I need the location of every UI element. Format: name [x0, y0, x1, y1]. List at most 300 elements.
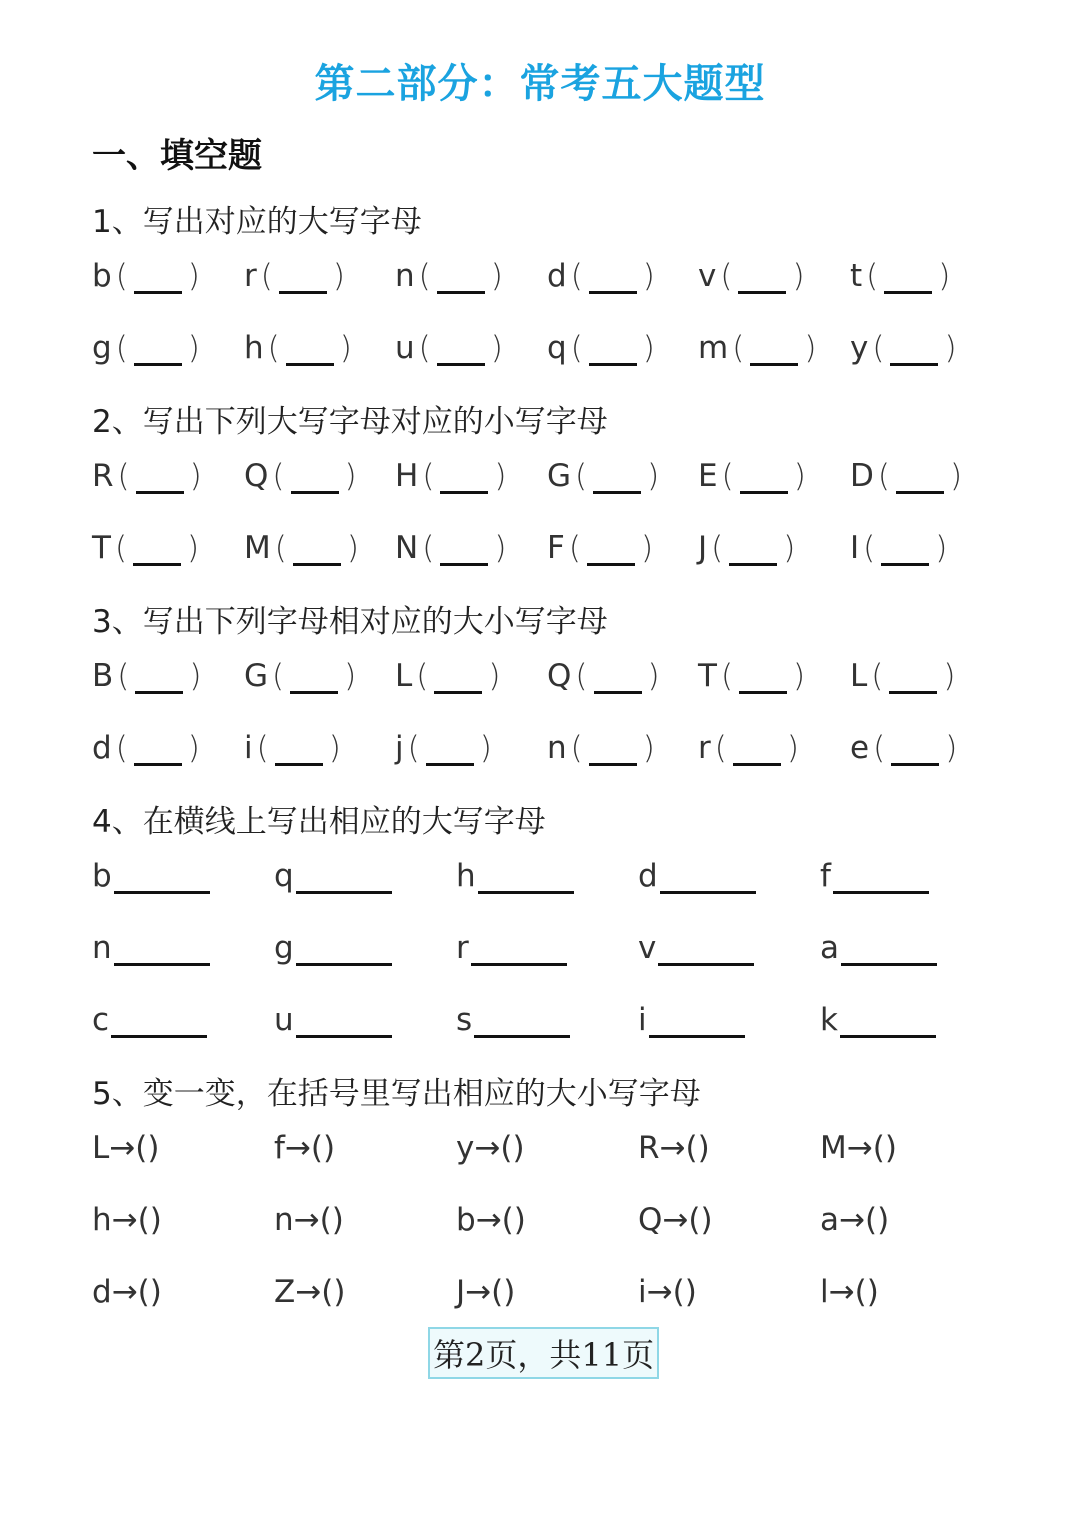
item-letter: D	[850, 458, 874, 494]
page-number-footer: 第2页，共11页	[428, 1327, 659, 1379]
exercise-item	[850, 450, 966, 494]
answer-blank[interactable]	[589, 335, 637, 366]
open-paren: (	[117, 658, 130, 694]
exercise-item	[547, 450, 663, 494]
exercise-item	[820, 1122, 897, 1166]
open-paren: (	[863, 530, 876, 566]
exercise-item	[850, 250, 954, 294]
item-letter: i	[244, 730, 253, 766]
open-paren: (	[321, 1274, 334, 1310]
close-paren: )	[783, 530, 796, 566]
answer-line[interactable]	[114, 935, 210, 966]
close-paren: )	[332, 258, 345, 294]
answer-blank[interactable]	[738, 263, 786, 294]
q4-row-2	[92, 922, 992, 966]
exercise-item	[395, 650, 505, 694]
open-paren: (	[720, 658, 734, 694]
exercise-item	[395, 250, 507, 294]
open-paren: (	[272, 458, 285, 494]
answer-blank[interactable]	[279, 263, 327, 294]
exercise-item	[547, 522, 657, 566]
open-paren: (	[319, 1202, 332, 1238]
open-paren: (	[871, 658, 884, 694]
close-paren: )	[189, 458, 202, 494]
close-paren: )	[323, 1130, 336, 1166]
exercise-item	[698, 450, 810, 494]
exercise-item	[638, 1122, 710, 1166]
answer-blank[interactable]	[426, 735, 474, 766]
exercise-item	[547, 650, 664, 694]
answer-blank[interactable]	[134, 735, 182, 766]
answer-blank[interactable]	[133, 535, 181, 566]
item-letter: M	[820, 1130, 847, 1166]
open-paren: (	[416, 658, 429, 694]
exercise-item	[92, 1266, 162, 1310]
open-paren: (	[854, 1274, 867, 1310]
exercise-item	[456, 1122, 525, 1166]
open-paren: (	[422, 530, 435, 566]
exercise-item	[638, 1194, 713, 1238]
close-paren: )	[328, 730, 341, 766]
answer-blank[interactable]	[290, 663, 338, 694]
exercise-item	[850, 722, 961, 766]
close-paren: )	[700, 1202, 713, 1238]
item-letter: v	[698, 258, 717, 294]
open-paren: (	[137, 1202, 150, 1238]
answer-line[interactable]	[296, 935, 392, 966]
close-paren: )	[149, 1202, 162, 1238]
close-paren: )	[344, 458, 357, 494]
answer-blank[interactable]	[884, 263, 932, 294]
page-title: 第二部分：常考五大题型	[314, 61, 766, 107]
arrow: →	[293, 1202, 320, 1238]
exercise-item	[92, 722, 204, 766]
close-paren: )	[187, 530, 200, 566]
arrow: →	[646, 1274, 673, 1310]
item-letter: a	[820, 1202, 839, 1238]
answer-line[interactable]	[474, 1007, 570, 1038]
exercise-item	[395, 522, 510, 566]
open-paren: (	[272, 658, 285, 694]
close-paren: )	[793, 458, 806, 494]
open-paren: (	[115, 330, 128, 366]
item-letter: L	[92, 1130, 110, 1166]
q4-row-3	[92, 994, 992, 1038]
item-letter: u	[274, 1002, 294, 1038]
open-paren: (	[274, 530, 287, 566]
answer-blank[interactable]	[740, 463, 788, 494]
answer-blank[interactable]	[739, 663, 787, 694]
item-letter: T	[92, 530, 111, 566]
close-paren: )	[147, 1130, 160, 1166]
exercise-item	[547, 722, 659, 766]
exercise-item	[456, 994, 572, 1038]
close-paren: )	[792, 258, 805, 294]
close-paren: )	[333, 1274, 346, 1310]
item-letter: t	[850, 258, 863, 294]
answer-blank[interactable]	[293, 535, 341, 566]
q1-row-1	[92, 250, 992, 294]
answer-line[interactable]	[840, 1007, 936, 1038]
answer-blank[interactable]	[594, 663, 642, 694]
close-paren: )	[793, 658, 806, 694]
open-paren: (	[685, 1130, 698, 1166]
open-paren: (	[114, 530, 128, 566]
arrow: →	[111, 1202, 138, 1238]
close-paren: )	[512, 1130, 525, 1166]
exercise-item	[850, 522, 951, 566]
answer-blank[interactable]	[134, 335, 182, 366]
item-letter: G	[547, 458, 572, 494]
open-paren: (	[500, 1130, 513, 1166]
close-paren: )	[949, 458, 963, 494]
question-4-prompt: 4、在横线上写出相应的大写字母	[92, 804, 546, 840]
close-paren: )	[494, 458, 507, 494]
answer-blank[interactable]	[733, 735, 781, 766]
close-paren: )	[647, 658, 660, 694]
exercise-item	[638, 850, 758, 894]
item-letter: m	[698, 330, 729, 366]
exercise-item	[820, 1194, 889, 1238]
exercise-item	[456, 850, 576, 894]
open-paren: (	[407, 730, 420, 766]
answer-line[interactable]	[649, 1007, 745, 1038]
answer-line[interactable]	[296, 1007, 392, 1038]
arrow: →	[846, 1130, 873, 1166]
arrow: →	[284, 1130, 311, 1166]
exercise-item	[820, 922, 939, 966]
close-paren: )	[513, 1202, 526, 1238]
answer-blank[interactable]	[593, 463, 641, 494]
item-letter: i	[638, 1274, 647, 1310]
exercise-item	[92, 522, 203, 566]
item-letter: L	[395, 658, 413, 694]
exercise-item	[274, 922, 394, 966]
exercise-item	[638, 994, 747, 1038]
item-letter: d	[547, 258, 567, 294]
item-letter: R	[638, 1130, 660, 1166]
close-paren: )	[187, 730, 200, 766]
answer-blank[interactable]	[275, 735, 323, 766]
close-paren: )	[494, 530, 507, 566]
item-letter: r	[456, 930, 469, 966]
arrow: →	[111, 1274, 138, 1310]
close-paren: )	[642, 330, 655, 366]
answer-line[interactable]	[114, 863, 210, 894]
item-letter: I	[850, 530, 860, 566]
open-paren: (	[501, 1202, 514, 1238]
answer-blank[interactable]	[135, 663, 183, 694]
open-paren: (	[256, 730, 269, 766]
open-paren: (	[575, 658, 588, 694]
q2-row-1	[92, 450, 992, 494]
item-letter: q	[274, 858, 294, 894]
exercise-item	[92, 450, 206, 494]
item-letter: g	[92, 330, 112, 366]
open-paren: (	[115, 730, 128, 766]
item-letter: e	[850, 730, 870, 766]
answer-line[interactable]	[111, 1007, 207, 1038]
close-paren: )	[331, 1202, 344, 1238]
answer-line[interactable]	[660, 863, 756, 894]
exercise-item	[820, 850, 931, 894]
exercise-item	[244, 522, 363, 566]
exercise-item	[244, 322, 356, 366]
item-letter: b	[92, 258, 112, 294]
q5-row-2	[92, 1194, 992, 1238]
close-paren: )	[344, 658, 357, 694]
close-paren: )	[944, 330, 957, 366]
item-letter: k	[820, 1002, 838, 1038]
q2-row-2	[92, 522, 992, 566]
item-letter: s	[456, 1002, 473, 1038]
item-letter: u	[395, 330, 415, 366]
item-letter: b	[456, 1202, 476, 1238]
close-paren: )	[149, 1274, 162, 1310]
exercise-item	[274, 1122, 335, 1166]
open-paren: (	[137, 1274, 150, 1310]
open-paren: (	[570, 730, 583, 766]
item-letter: i	[638, 1002, 647, 1038]
open-paren: (	[570, 330, 583, 366]
arrow: →	[475, 1202, 502, 1238]
exercise-item	[638, 922, 756, 966]
open-paren: (	[873, 730, 886, 766]
close-paren: )	[488, 658, 501, 694]
close-paren: )	[684, 1274, 697, 1310]
exercise-item	[698, 522, 799, 566]
item-letter: Q	[244, 458, 269, 494]
close-paren: )	[945, 730, 958, 766]
answer-blank[interactable]	[434, 663, 482, 694]
item-letter: n	[92, 930, 112, 966]
exercise-item	[92, 650, 206, 694]
item-letter: g	[274, 930, 294, 966]
item-letter: h	[92, 1202, 112, 1238]
close-paren: )	[938, 258, 951, 294]
exercise-item	[850, 650, 960, 694]
item-letter: Q	[638, 1202, 663, 1238]
open-paren: (	[711, 530, 724, 566]
arrow: →	[839, 1202, 865, 1238]
item-letter: h	[456, 858, 476, 894]
answer-blank[interactable]	[440, 535, 488, 566]
answer-blank[interactable]	[589, 735, 637, 766]
close-paren: )	[490, 330, 503, 366]
item-letter: F	[547, 530, 565, 566]
open-paren: (	[115, 258, 128, 294]
item-letter: J	[698, 530, 708, 566]
arrow: →	[828, 1274, 855, 1310]
answer-blank[interactable]	[134, 263, 182, 294]
exercise-item	[92, 250, 204, 294]
answer-line[interactable]	[841, 935, 937, 966]
answer-blank[interactable]	[437, 263, 485, 294]
item-letter: f	[820, 858, 831, 894]
open-paren: (	[732, 330, 745, 366]
close-paren: )	[943, 658, 956, 694]
item-letter: b	[92, 858, 112, 894]
item-letter: y	[456, 1130, 475, 1166]
exercise-item	[547, 322, 659, 366]
item-letter: Z	[274, 1274, 296, 1310]
exercise-item	[395, 322, 507, 366]
open-paren: (	[720, 258, 733, 294]
item-letter: r	[244, 258, 257, 294]
answer-line[interactable]	[478, 863, 574, 894]
answer-blank[interactable]	[286, 335, 334, 366]
answer-blank[interactable]	[890, 335, 938, 366]
answer-blank[interactable]	[589, 263, 637, 294]
open-paren: (	[310, 1130, 324, 1166]
answer-blank[interactable]	[891, 735, 939, 766]
open-paren: (	[267, 330, 280, 366]
exercise-item	[820, 1266, 879, 1310]
item-letter: h	[244, 330, 264, 366]
close-paren: )	[642, 258, 655, 294]
exercise-item	[244, 450, 361, 494]
close-paren: )	[804, 330, 817, 366]
open-paren: (	[672, 1274, 685, 1310]
section-heading: 一、填空题	[92, 136, 262, 176]
question-2-prompt: 2、写出下列大写字母对应的小写字母	[92, 404, 608, 440]
item-letter: n	[395, 258, 415, 294]
open-paren: (	[135, 1130, 148, 1166]
answer-blank[interactable]	[440, 463, 488, 494]
exercise-item	[547, 250, 659, 294]
open-paren: (	[491, 1274, 504, 1310]
item-letter: a	[820, 930, 839, 966]
arrow: →	[465, 1274, 492, 1310]
exercise-item	[92, 1122, 159, 1166]
item-letter: v	[638, 930, 657, 966]
item-letter: M	[244, 530, 271, 566]
answer-blank[interactable]	[437, 335, 485, 366]
close-paren: )	[866, 1274, 879, 1310]
close-paren: )	[339, 330, 352, 366]
arrow: →	[659, 1130, 686, 1166]
close-paren: )	[187, 258, 200, 294]
close-paren: )	[640, 530, 654, 566]
close-paren: )	[786, 730, 799, 766]
item-letter: d	[638, 858, 658, 894]
close-paren: )	[935, 530, 948, 566]
exercise-item	[274, 1194, 344, 1238]
item-letter: n	[274, 1202, 294, 1238]
question-3-prompt: 3、写出下列字母相对应的大小写字母	[92, 604, 608, 640]
item-letter: j	[395, 730, 404, 766]
exercise-item	[92, 850, 212, 894]
item-letter: H	[395, 458, 419, 494]
open-paren: (	[866, 258, 879, 294]
exercise-item	[244, 250, 349, 294]
open-paren: (	[721, 458, 734, 494]
exercise-item	[698, 722, 803, 766]
exercise-item	[850, 322, 961, 366]
open-paren: (	[568, 530, 581, 566]
item-letter: l	[820, 1274, 829, 1310]
exercise-item	[92, 322, 204, 366]
open-paren: (	[418, 258, 431, 294]
answer-blank[interactable]	[881, 535, 929, 566]
exercise-item	[456, 922, 569, 966]
item-letter: c	[92, 1002, 110, 1038]
arrow: →	[295, 1274, 322, 1310]
item-letter: f	[274, 1130, 285, 1166]
close-paren: )	[189, 658, 202, 694]
answer-blank[interactable]	[729, 535, 777, 566]
close-paren: )	[187, 330, 200, 366]
item-letter: E	[698, 458, 718, 494]
answer-blank[interactable]	[889, 663, 937, 694]
item-letter: d	[92, 1274, 112, 1310]
item-letter: B	[92, 658, 114, 694]
open-paren: (	[714, 730, 727, 766]
q3-row-1	[92, 650, 992, 694]
item-letter: G	[244, 658, 269, 694]
item-letter: L	[850, 658, 868, 694]
exercise-item	[698, 250, 809, 294]
answer-line[interactable]	[471, 935, 567, 966]
answer-blank[interactable]	[291, 463, 339, 494]
exercise-item	[698, 650, 809, 694]
answer-line[interactable]	[833, 863, 929, 894]
exercise-item	[92, 922, 212, 966]
answer-blank[interactable]	[896, 463, 944, 494]
exercise-item	[92, 1194, 162, 1238]
close-paren: )	[490, 258, 503, 294]
question-5-prompt: 5、变一变，在括号里写出相应的大小写字母	[92, 1076, 701, 1112]
q1-row-2	[92, 322, 992, 366]
exercise-item	[638, 1266, 697, 1310]
arrow: →	[474, 1130, 501, 1166]
close-paren: )	[479, 730, 492, 766]
exercise-item	[274, 1266, 345, 1310]
answer-blank[interactable]	[750, 335, 798, 366]
q5-row-1	[92, 1122, 992, 1166]
answer-blank[interactable]	[136, 463, 184, 494]
exercise-item	[456, 1194, 526, 1238]
answer-line[interactable]	[658, 935, 754, 966]
arrow: →	[662, 1202, 689, 1238]
exercise-item	[395, 722, 496, 766]
exercise-item	[395, 450, 511, 494]
item-letter: r	[698, 730, 711, 766]
item-letter: y	[850, 330, 869, 366]
open-paren: (	[575, 458, 588, 494]
answer-line[interactable]	[296, 863, 392, 894]
item-letter: J	[456, 1274, 466, 1310]
item-letter: N	[395, 530, 419, 566]
q4-row-1	[92, 850, 992, 894]
answer-blank[interactable]	[587, 535, 635, 566]
close-paren: )	[503, 1274, 516, 1310]
open-paren: (	[872, 1130, 885, 1166]
close-paren: )	[642, 730, 655, 766]
exercise-item	[456, 1266, 515, 1310]
close-paren: )	[697, 1130, 710, 1166]
close-paren: )	[877, 1202, 890, 1238]
question-1-prompt: 1、写出对应的大写字母	[92, 204, 422, 240]
exercise-item	[698, 322, 820, 366]
open-paren: (	[418, 330, 431, 366]
open-paren: (	[117, 458, 130, 494]
open-paren: (	[570, 258, 583, 294]
exercise-item	[92, 994, 209, 1038]
exercise-item	[274, 850, 394, 894]
item-letter: Q	[547, 658, 572, 694]
item-letter: T	[698, 658, 717, 694]
